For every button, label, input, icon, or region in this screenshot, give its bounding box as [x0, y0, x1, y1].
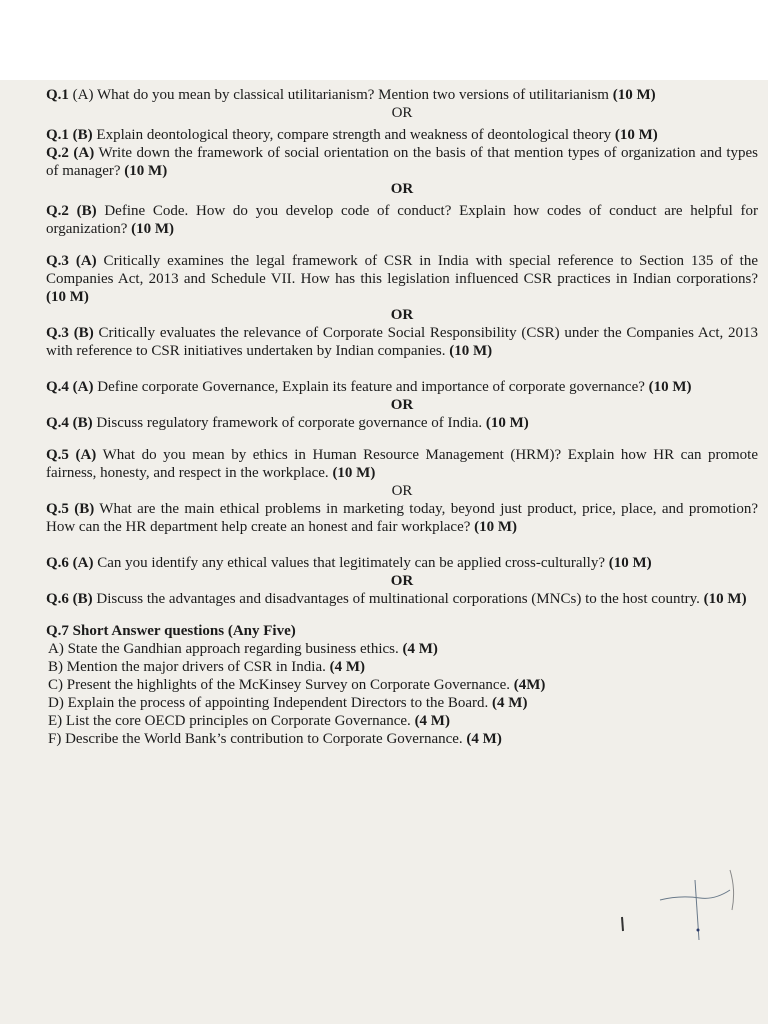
or-divider: OR — [391, 105, 413, 121]
short-answer-item: E) List the core OECD principles on Corporate Governance. (4 M) — [48, 713, 450, 729]
short-answer-item: B) Mention the major drivers of CSR in India. (4 M) — [48, 659, 366, 675]
pen-scribble-mark — [650, 860, 760, 950]
question-3a: Q.3 (A) Critically examines the legal framework of CSR in India with special reference to Section 135 of the Companies Act, 2013 and Schedule VII. How has this legislation influenced CSR practices in Indian corporations? (10 M) — [46, 253, 758, 305]
or-divider: OR — [390, 181, 414, 197]
or-divider: OR — [390, 307, 414, 323]
question-6b: Q.6 (B) Discuss the advantages and disadvantages of multinational corporations (MNCs) to the host country. (10 M) — [46, 591, 747, 607]
pen-mark — [618, 915, 628, 935]
question-5a: Q.5 (A) What do you mean by ethics in Human Resource Management (HRM)? Explain how HR can promote fairness, honesty, and respect in the workplace. (10 M) — [46, 447, 759, 481]
question-6a: Q.6 (A) Can you identify any ethical values that legitimately can be applied cross-culturally? (10 M) — [46, 555, 652, 571]
question-5b: Q.5 (B) What are the main ethical problems in marketing today, beyond just product, price, place, and promotion? How can the HR department help create an honest and fair workplace? (10 M) — [46, 501, 758, 535]
or-divider: OR — [390, 397, 414, 413]
question-1a: Q.1 (A) What do you mean by classical utilitarianism? Mention two versions of utilitarianism (10 M) — [46, 87, 656, 103]
question-1b: Q.1 (B) Explain deontological theory, compare strength and weakness of deontological theory (10 M) — [46, 127, 658, 143]
short-answer-item: D) Explain the process of appointing Independent Directors to the Board. (4 M) — [48, 695, 528, 711]
question-4b: Q.4 (B) Discuss regulatory framework of corporate governance of India. (10 M) — [46, 415, 529, 431]
or-divider: OR — [390, 573, 414, 589]
short-answer-item: C) Present the highlights of the McKinsey Survey on Corporate Governance. (4M) — [48, 677, 546, 693]
question-2b: Q.2 (B) Define Code. How do you develop code of conduct? Explain how codes of conduct are helpful for organization? (10 M) — [46, 203, 759, 237]
question-4a: Q.4 (A) Define corporate Governance, Explain its feature and importance of corporate governance? (10 M) — [46, 379, 692, 395]
short-answer-item: A) State the Gandhian approach regarding business ethics. (4 M) — [48, 641, 438, 657]
or-divider: OR — [391, 483, 413, 499]
question-list — [46, 86, 758, 748]
short-answer-heading: Q.7 Short Answer questions (Any Five) — [46, 623, 296, 639]
question-2a: Q.2 (A) Write down the framework of social orientation on the basis of that mention types of organization and types of manager? (10 M) — [46, 145, 758, 179]
question-3b: Q.3 (B) Critically evaluates the relevance of Corporate Social Responsibility (CSR) under the Companies Act, 2013 with reference to CSR initiatives undertaken by Indian companies. (10 M) — [46, 325, 758, 359]
short-answer-item: F) Describe the World Bank’s contribution to Corporate Governance. (4 M) — [48, 731, 502, 747]
